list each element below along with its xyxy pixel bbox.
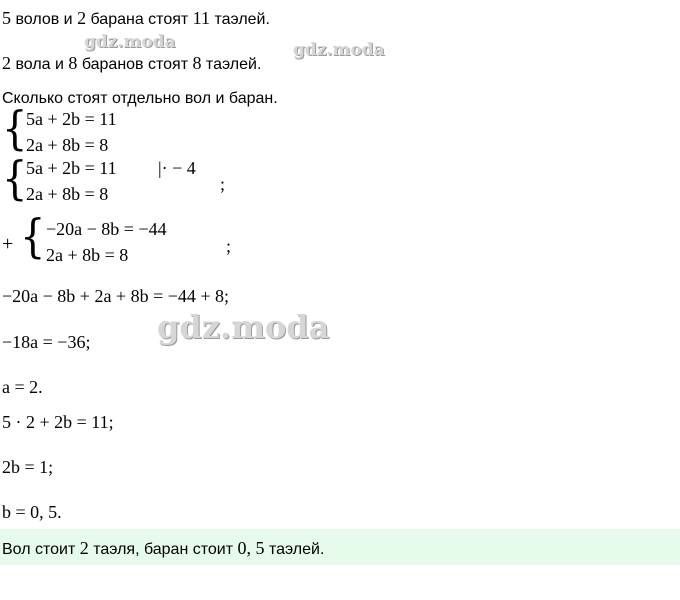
number: 2 [79, 538, 89, 558]
text: волов и [11, 11, 78, 28]
text: Вол стоит [2, 541, 80, 558]
number: 2 [2, 53, 11, 73]
sys2-eq2: 2a + 8b = 8 [26, 184, 109, 204]
brace-icon: { [20, 210, 46, 264]
sys3-semicolon: ; [226, 236, 232, 256]
problem-line-2 [2, 53, 261, 74]
watermark-logo: gdz.moda [84, 32, 176, 52]
number: 5 [2, 8, 11, 28]
step-4: 5 · 2 + 2b = 11; [2, 412, 114, 432]
step-5: 2b = 1; [2, 457, 54, 477]
brace-icon: { [2, 152, 28, 206]
number: 11 [192, 8, 211, 28]
text: таэлей. [264, 541, 325, 558]
text: таэля, баран стоит [88, 541, 238, 558]
sys1-eq2: 2a + 8b = 8 [26, 135, 109, 155]
sys1-eq1: 5a + 2b = 11 [26, 109, 117, 129]
text: вола и [11, 56, 69, 73]
number: 8 [192, 53, 202, 73]
sys2-semicolon: ; [220, 174, 226, 194]
answer-box [0, 529, 680, 565]
answer-text [2, 538, 324, 559]
text: таэлей. [210, 11, 270, 28]
text: таэлей. [201, 56, 262, 73]
number: 0, 5 [237, 538, 265, 558]
step-3: a = 2. [2, 377, 43, 397]
watermark-logo: gdz.moda [157, 308, 330, 346]
step-1: −20a − 8b + 2a + 8b = −44 + 8; [2, 286, 230, 306]
text: баранов стоят [77, 56, 193, 73]
problem-question: Сколько стоят отдельно вол и баран. [2, 90, 278, 107]
number: 2 [77, 8, 87, 28]
sys3-eq2: 2a + 8b = 8 [46, 245, 129, 265]
plus-sign: + [2, 233, 14, 255]
number: 8 [68, 53, 78, 73]
brace-icon: { [2, 102, 28, 156]
watermark-logo: gdz.moda [293, 40, 385, 60]
sys3-eq1: −20a − 8b = −44 [46, 219, 167, 239]
step-2: −18a = −36; [2, 332, 91, 352]
step-6: b = 0, 5. [2, 502, 62, 522]
problem-line-1 [2, 8, 270, 29]
sys2-eq1: 5a + 2b = 11 [26, 158, 117, 178]
text: барана стоят [86, 11, 193, 28]
sys2-multiplier: |· − 4 [158, 158, 196, 178]
